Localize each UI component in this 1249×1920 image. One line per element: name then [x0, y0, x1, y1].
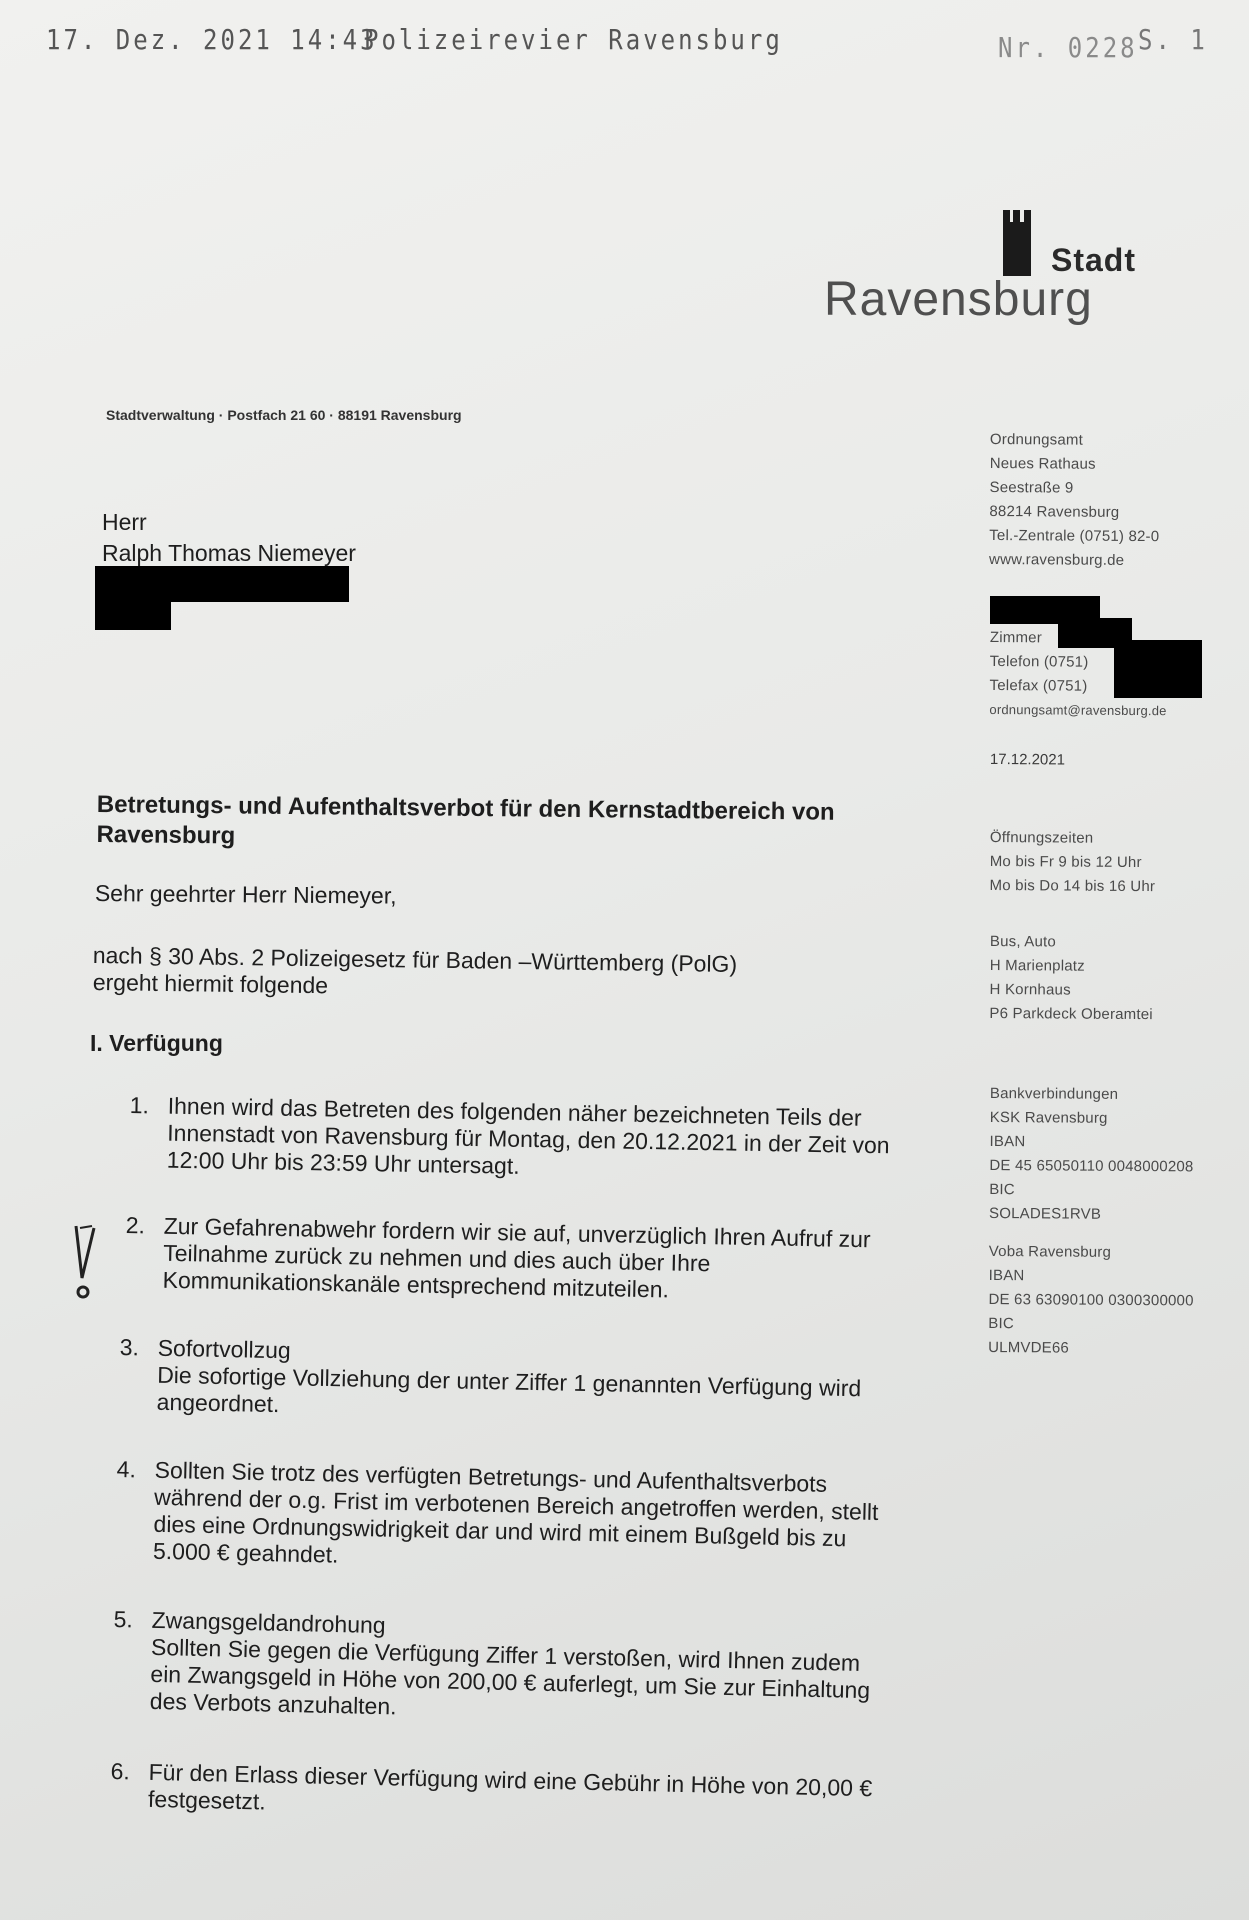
sidebar-transit [989, 930, 1230, 1028]
sidebar-office: Ordnungsamt [989, 430, 1084, 449]
fax-page: S. 1 [1138, 23, 1208, 57]
sidebar-web: www.ravensburg.de [989, 550, 1125, 569]
item-number: 3. [119, 1334, 140, 1361]
logo-word-stadt: Stadt [1051, 242, 1136, 278]
item-text: Für den Erlass dieser Verfügung wird eine Gebühr in Höhe von 20,00 € festgesetzt. [147, 1758, 873, 1815]
hours-title: Öffnungszeiten [989, 828, 1094, 847]
bank2-bic: ULMVDE66 [988, 1338, 1070, 1357]
sidebar-date: 17.12.2021 [989, 750, 1066, 769]
item-text: Die sofortige Vollziehung der unter Ziffer 1 genannten Verfügung wird angeordnet. [156, 1361, 862, 1418]
intro-line-2: ergeht hiermit folgende [92, 969, 329, 999]
item-title: Sofortvollzug [157, 1334, 291, 1364]
hours-line-2: Mo bis Do 14 bis 16 Uhr [989, 876, 1156, 896]
bank2-bic-label: BIC [988, 1314, 1014, 1333]
sidebar-fax: Telefax (0751) [989, 676, 1088, 695]
fax-date: 17. Dez. 2021 14:43 [46, 23, 378, 57]
bank1-name: KSK Ravensburg [989, 1108, 1108, 1127]
transit-line-2: H Kornhaus [989, 980, 1071, 999]
bank2-iban: DE 63 63090100 0300300000 [988, 1290, 1194, 1310]
letter-greeting: Sehr geehrter Herr Niemeyer, [94, 880, 397, 909]
sidebar-email: ordnungsamt@ravensburg.de [989, 701, 1167, 719]
sender-return-address: Stadtverwaltung · Postfach 21 60 · 88191 Ravensburg [106, 407, 462, 423]
transit-title: Bus, Auto [989, 932, 1056, 951]
logo-word-city: Ravensburg [824, 273, 1093, 326]
bank2-name: Voba Ravensburg [988, 1242, 1112, 1261]
redaction-bar [95, 566, 349, 602]
sidebar-phone: Telefon (0751) [989, 652, 1089, 671]
letter-subject: Betretungs- und Aufenthaltsverbot für den Kernstadtbereich von Ravensburg [96, 790, 835, 850]
item-text: Ihnen wird das Betreten des folgenden näher bezeichneten Teils der Innenstadt von Ravensburg für Montag, den 20.12.2021 in der Zeit von 12:00 Uhr bis 23:59 Uhr untersagt. [166, 1092, 890, 1179]
hours-line-1: Mo bis Fr 9 bis 12 Uhr [989, 852, 1142, 872]
sidebar-street: Seestraße 9 [989, 478, 1074, 497]
redaction-bar [1114, 640, 1202, 698]
item-number: 1. [129, 1092, 150, 1119]
bank1-bic: SOLADES1RVB [989, 1204, 1102, 1223]
item-text: Zur Gefahrenabwehr fordern wir sie auf, unverzüglich Ihren Aufruf zur Teilnahme zurück zu nehmen und dies auch über Ihre Kommunikationskanäle entsprechend mitzuteilen. [162, 1212, 871, 1303]
bank1-iban-label: IBAN [989, 1132, 1026, 1151]
item-number: 5. [113, 1606, 134, 1633]
item-text: Sollten Sie gegen die Verfügung Ziffer 1 verstoßen, wird Ihnen zudem ein Zwangsgeld in Höhe von 200,00 € auferlegt, um Sie zur Einhaltung des Verbots anzuhalten. [149, 1633, 871, 1720]
city-logo [820, 200, 1180, 340]
redaction-bar [95, 600, 171, 630]
item-title: Zwangsgeldandrohung [151, 1606, 386, 1639]
tower-icon [1003, 210, 1031, 276]
recipient-name: Ralph Thomas Niemeyer [102, 540, 356, 566]
item-number: 4. [116, 1456, 137, 1483]
bank-title: Bankverbindungen [989, 1084, 1119, 1103]
bank1-bic-label: BIC [989, 1180, 1015, 1199]
transit-line-3: P6 Parkdeck Oberamtei [989, 1004, 1153, 1024]
sidebar-phone-central: Tel.-Zentrale (0751) 82-0 [989, 526, 1160, 546]
fax-sender: Polizeirevier Ravensburg [364, 23, 783, 57]
section-title: I. Verfügung [90, 1030, 223, 1056]
sidebar-building: Neues Rathaus [989, 454, 1096, 473]
sidebar-room: Zimmer [989, 628, 1043, 647]
recipient-salutation: Herr [102, 509, 147, 535]
item-number: 2. [125, 1212, 146, 1239]
intro-line-1: nach § 30 Abs. 2 Polizeigesetz für Baden –Württemberg (PolG) [92, 942, 738, 977]
sidebar-hours [989, 826, 1229, 900]
handwritten-mark-icon [70, 1222, 100, 1302]
sidebar-contact [989, 428, 1230, 574]
transit-line-1: H Marienplatz [989, 956, 1085, 975]
sidebar-bank [988, 1082, 1230, 1362]
sidebar-postal: 88214 Ravensburg [989, 502, 1120, 521]
item-number: 6. [110, 1758, 131, 1785]
item-text: Sollten Sie trotz des verfügten Betretungs- und Aufenthaltsverbots während der o.g. Frist im verbotenen Bereich angetroffen werden, stellt dies eine Ordnungswidrigkeit dar und wird mit einem Bußgeld bis zu 5.000 € geahndet. [152, 1456, 879, 1568]
bank2-iban-label: IBAN [988, 1266, 1025, 1285]
fax-number: Nr. 0228 [998, 31, 1138, 65]
bank1-iban: DE 45 65050110 0048000208 [989, 1156, 1194, 1176]
